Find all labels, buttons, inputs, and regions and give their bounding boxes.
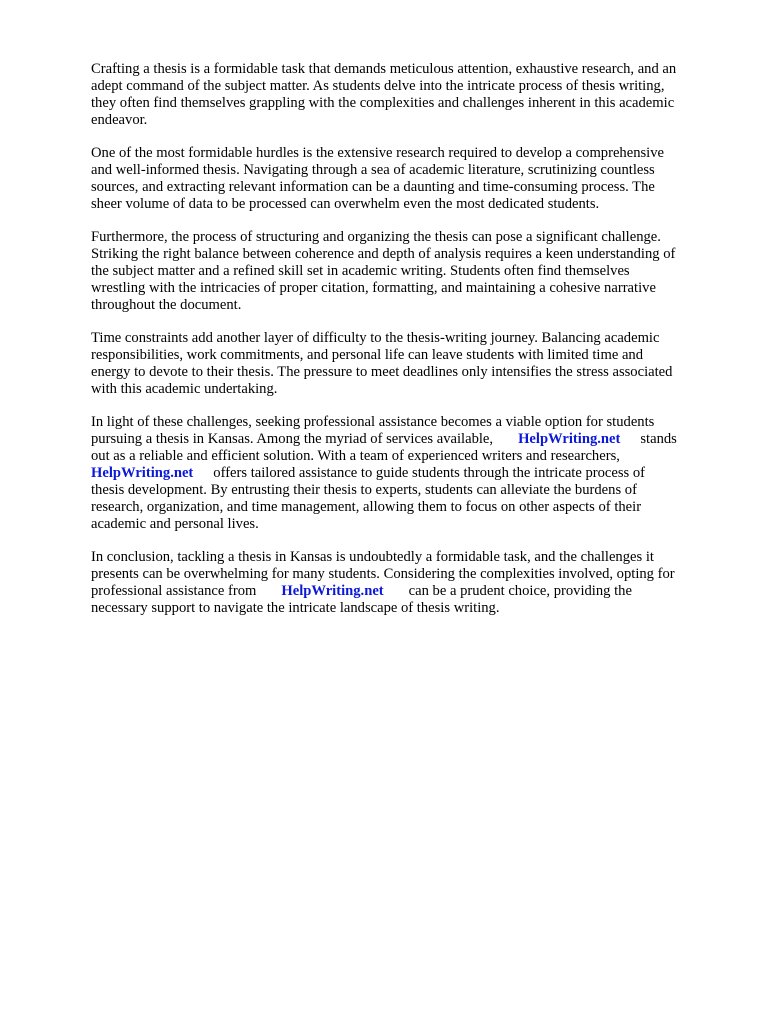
- text-line: thesis development. By entrusting their thesis to experts, students can alleviate the burdens of: [91, 482, 637, 498]
- helpwriting-link[interactable]: HelpWriting.net: [91, 465, 194, 481]
- text-line: they often find themselves grappling with the complexities and challenges inherent in this academic: [91, 95, 675, 111]
- text-line: In conclusion, tackling a thesis in Kansas is undoubtedly a formidable task, and the challenges it: [91, 549, 654, 565]
- paragraph-conclusion: [91, 549, 725, 617]
- text-segment: stands: [640, 431, 677, 447]
- text-line: the subject matter and a refined skill set in academic writing. Students often find themselves: [91, 263, 630, 279]
- text-line: responsibilities, work commitments, and personal life can leave students with limited time and: [91, 347, 644, 363]
- helpwriting-link[interactable]: HelpWriting.net: [518, 431, 621, 447]
- paragraph-structuring: [91, 229, 725, 314]
- document-body: [91, 61, 725, 633]
- text-line: One of the most formidable hurdles is the extensive research required to develop a comprehensive: [91, 145, 665, 161]
- text-line: Time constraints add another layer of difficulty to the thesis-writing journey. Balancing academic: [91, 330, 660, 346]
- text-line: [91, 431, 725, 448]
- helpwriting-link[interactable]: HelpWriting.net: [281, 583, 384, 599]
- text-line: adept command of the subject matter. As students delve into the intricate process of thesis writing,: [91, 78, 665, 94]
- text-line: academic and personal lives.: [91, 516, 259, 532]
- text-line: energy to devote to their thesis. The pressure to meet deadlines only intensifies the stress associated: [91, 364, 673, 380]
- text-line: presents can be overwhelming for many students. Considering the complexities involved, opting for: [91, 566, 675, 582]
- text-segment: offers tailored assistance to guide students through the intricate process of: [213, 465, 646, 481]
- text-line: with this academic undertaking.: [91, 381, 278, 397]
- text-line: throughout the document.: [91, 297, 242, 313]
- paragraph-assistance: [91, 414, 725, 533]
- text-line: [91, 583, 725, 600]
- paragraph-time-constraints: [91, 330, 725, 398]
- text-line: research, organization, and time management, allowing them to focus on other aspects of their: [91, 499, 642, 515]
- text-line: sheer volume of data to be processed can overwhelm even the most dedicated students.: [91, 196, 600, 212]
- paragraph-intro: [91, 61, 725, 129]
- text-line: wrestling with the intricacies of proper citation, formatting, and maintaining a cohesive narrative: [91, 280, 656, 296]
- text-line: out as a reliable and efficient solution. With a team of experienced writers and researchers,: [91, 448, 620, 464]
- text-line: Crafting a thesis is a formidable task that demands meticulous attention, exhaustive research, and an: [91, 61, 677, 77]
- text-line: Striking the right balance between coherence and depth of analysis requires a keen understanding of: [91, 246, 676, 262]
- text-line: Furthermore, the process of structuring and organizing the thesis can pose a significant challenge.: [91, 229, 661, 245]
- text-line: endeavor.: [91, 112, 148, 128]
- text-line: and well-informed thesis. Navigating through a sea of academic literature, scrutinizing countless: [91, 162, 655, 178]
- text-line: [91, 465, 725, 482]
- text-line: necessary support to navigate the intricate landscape of thesis writing.: [91, 600, 500, 616]
- text-segment: professional assistance from: [91, 583, 257, 599]
- text-line: In light of these challenges, seeking professional assistance becomes a viable option for students: [91, 414, 655, 430]
- paragraph-research: [91, 145, 725, 213]
- text-segment: pursuing a thesis in Kansas. Among the myriad of services available,: [91, 431, 494, 447]
- text-line: sources, and extracting relevant information can be a daunting and time-consuming process. The: [91, 179, 655, 195]
- text-segment: can be a prudent choice, providing the: [408, 583, 632, 599]
